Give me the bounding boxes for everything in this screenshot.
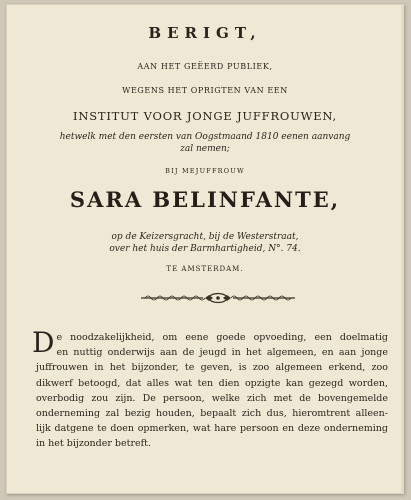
- body-line: en nuttig onderwijs aan de jeugd in het algemeen, en aan jonge: [56, 347, 388, 359]
- by-line: BIJ MEJUFFROUW: [165, 167, 245, 175]
- city-line: TE AMSTERDAM.: [166, 265, 244, 273]
- body-paragraph: [32, 326, 388, 452]
- body-line: lijk datgene te doen opmerken, wat hare persoon en deze onderneming: [36, 423, 388, 435]
- proprietor-name: SARA BELINFANTE,: [69, 187, 341, 212]
- institute-line: INSTITUT VOOR JONGE JUFFROUWEN,: [72, 109, 338, 123]
- ornament-divider-icon: [139, 292, 297, 304]
- body-line: in het bijzonder betreft.: [36, 438, 151, 450]
- document-page: [6, 4, 404, 494]
- date-line: hetwelk met den eersten van Oogstmaand 1810 eenen aanvang: [59, 132, 351, 142]
- body-line: onderneming zal bezig houden, bepaalt zich dus, hieromtrent alleen-: [36, 408, 388, 420]
- document-title: BERIGT,: [148, 24, 262, 42]
- address-house: over het huis der Barmhartigheid, N°. 74.: [109, 244, 301, 254]
- body-line: juffrouwen in het bijzonder, te geven, is zoo algemeen erkend, zoo: [36, 362, 388, 374]
- address-street: op de Keizersgracht, bij de Westerstraat,: [111, 232, 299, 242]
- address-line: AAN HET GEËERD PUBLIEK,: [137, 62, 273, 71]
- drop-cap: D: [32, 326, 55, 359]
- body-line: dikwerf betoogd, dat alles wat ten dien opzigte kan gezegd worden,: [36, 377, 388, 389]
- subject-line: WEGENS HET OPRIGTEN VAN EEN: [122, 86, 288, 95]
- body-line: e noodzakelijkheid, om eene goede opvoeding, een doelmatig: [56, 332, 388, 343]
- body-line: overbodig zou zijn. De persoon, welke zich met de bovengemelde: [36, 392, 388, 404]
- date-line-continued: zal nemen;: [180, 144, 230, 154]
